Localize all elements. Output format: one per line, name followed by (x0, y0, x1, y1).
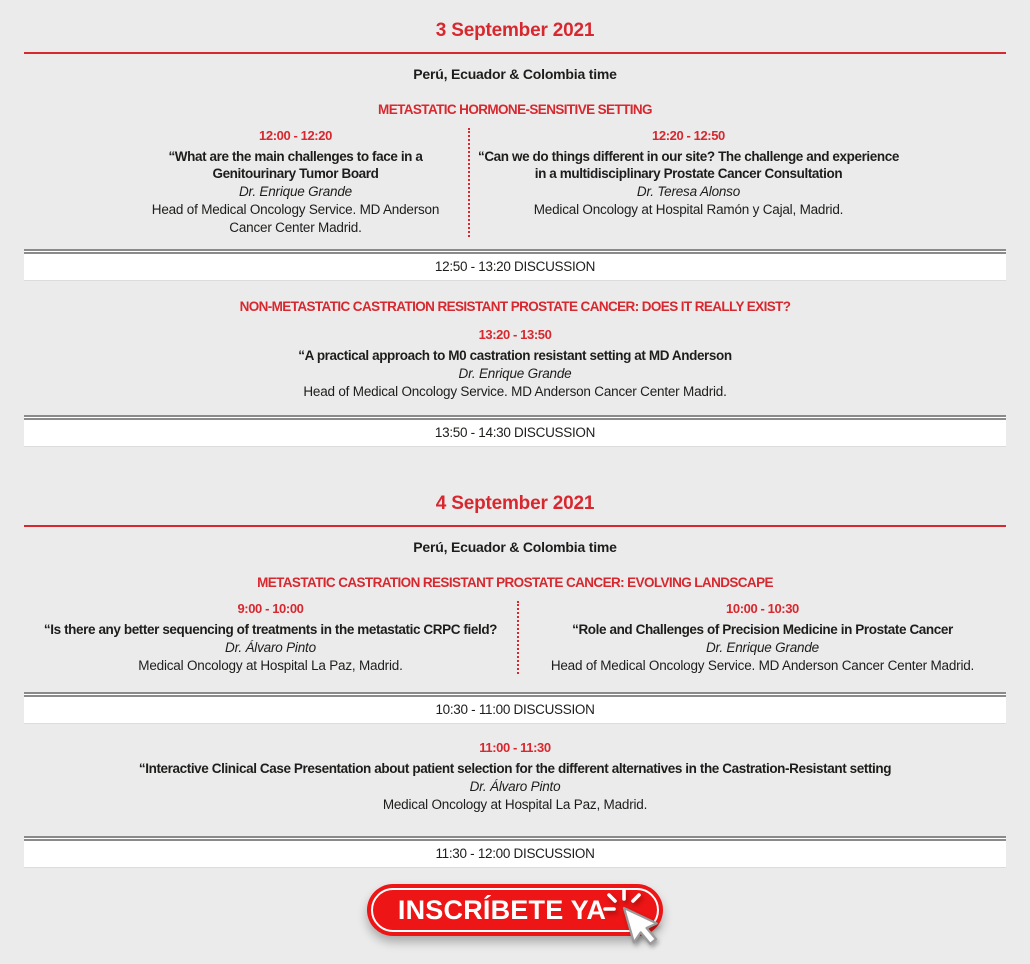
session-time: 12:20 - 12:50 (652, 127, 725, 143)
session-block (24, 327, 1006, 401)
click-cursor-icon (597, 886, 675, 964)
day-1-title: 3 September 2021 (435, 20, 595, 41)
session-title: “Role and Challenges of Precision Medicine in Prostate Cancer (572, 621, 953, 637)
session-affiliation: Head of Medical Oncology Service. MD Anderson Cancer Center Madrid. (151, 202, 440, 236)
day-2-section (24, 493, 1006, 868)
session-title: “What are the main challenges to face in a Genitourinary Tumor Board (168, 148, 423, 182)
register-button[interactable] (367, 884, 663, 936)
session-affiliation: Medical Oncology at Hospital Ramón y Cajal, Madrid. (533, 202, 844, 218)
session-time: 10:00 - 10:30 (726, 600, 799, 616)
register-button-label: INSCRÍBETE YA (397, 894, 607, 925)
session-time: 11:00 - 11:30 (479, 740, 551, 756)
session-affiliation: Head of Medical Oncology Service. MD Anderson Cancer Center Madrid. (303, 384, 727, 400)
session-time: 9:00 - 10:00 (237, 600, 304, 616)
session-affiliation: Head of Medical Oncology Service. MD Anderson Cancer Center Madrid. (550, 657, 975, 673)
session-title: “Interactive Clinical Case Presentation about patient selection for the different alternatives in the Castration-Resistant setting (138, 761, 892, 777)
session-block (468, 128, 907, 238)
session-speaker: Dr. Enrique Grande (705, 639, 819, 655)
register-button-pill[interactable] (367, 884, 663, 936)
session-speaker: Dr. Álvaro Pinto (469, 779, 561, 795)
day-1-session-pair-row (123, 128, 907, 238)
session-time: 13:20 - 13:50 (478, 327, 552, 343)
day-1-section (24, 20, 1006, 447)
day-2-session-pair-row (24, 601, 1006, 675)
day-2-title: 4 September 2021 (435, 493, 595, 515)
session-affiliation: Medical Oncology at Hospital La Paz, Madrid. (382, 797, 648, 813)
session-speaker: Dr. Enrique Grande (238, 184, 352, 200)
session-title: “Is there any better sequencing of treatments in the metastatic CRPC field? (43, 621, 498, 637)
session-time: 12:00 - 12:20 (259, 127, 332, 143)
day-2-timezone-note: Perú, Ecuador & Colombia time (413, 538, 617, 555)
day-1-red-divider (24, 52, 1006, 54)
discussion-bar: 13:50 - 14:30 DISCUSSION (24, 415, 1006, 447)
discussion-bar: 11:30 - 12:00 DISCUSSION (24, 836, 1006, 868)
discussion-bar: 10:30 - 11:00 DISCUSSION (24, 692, 1006, 724)
day-separator-space (24, 447, 1006, 481)
day-1-section-1-title: METASTATIC HORMONE-SENSITIVE SETTING (378, 101, 652, 117)
session-title: “A practical approach to M0 castration resistant setting at MD Anderson (298, 348, 732, 364)
day-1-section-2-title: NON-METASTATIC CASTRATION RESISTANT PROSTATE CANCER: DOES IT REALLY EXIST? (239, 299, 791, 315)
session-speaker: Dr. Enrique Grande (458, 366, 572, 382)
day-2-red-divider (24, 525, 1006, 527)
session-block (123, 128, 468, 238)
session-block (24, 601, 517, 675)
day-2-section-1-title: METASTATIC CASTRATION RESISTANT PROSTATE CANCER: EVOLVING LANDSCAPE (257, 574, 773, 590)
session-block (517, 601, 1006, 675)
session-speaker: Dr. Teresa Alonso (636, 184, 741, 200)
session-block (24, 740, 1006, 814)
discussion-bar: 12:50 - 13:20 DISCUSSION (24, 249, 1006, 281)
session-affiliation: Medical Oncology at Hospital La Paz, Madrid. (138, 657, 403, 673)
day-1-timezone-note: Perú, Ecuador & Colombia time (413, 65, 617, 82)
session-speaker: Dr. Álvaro Pinto (225, 639, 316, 655)
session-title: “Can we do things different in our site? The challenge and experience in a multidisciplinary Prostate Cancer Consultation (477, 148, 899, 182)
